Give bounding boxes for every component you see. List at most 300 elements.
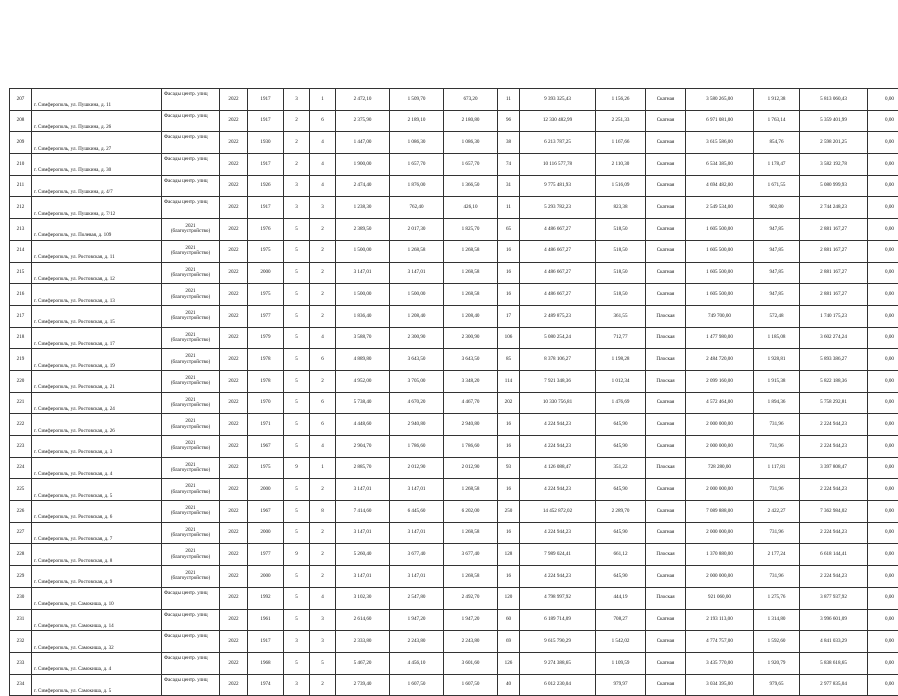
table-row [10,284,898,306]
total-cost-cell: 4 224 944,23 [520,566,596,588]
area-cell: 2 243,80 [390,631,444,653]
unit-part-cell: 1 928,81 [754,349,800,371]
build-year-cell: 2000 [248,479,284,501]
row-number-cell: 212 [10,197,32,219]
total-area-cell: 5 738,40 [336,392,390,414]
work-type-line2: (благоустройство) [162,381,219,386]
work-type-cell [162,370,220,392]
total-cost-cell: 8 378 106,27 [520,349,596,371]
unit-part-cell: 1 912,38 [754,89,800,111]
address-cell: г. Симферополь, ул. Полевая, д. 109 [32,219,162,241]
roof-type-cell: Скатная [646,197,686,219]
unit-cost-cell: 2 110,30 [596,154,646,176]
area-cell: 3 147,01 [390,262,444,284]
plan-year-cell: 2022 [220,370,248,392]
unit-cost-cell: 1 167,66 [596,132,646,154]
unit-cost-cell: 645,90 [596,436,646,458]
total-area-cell: 5 260,40 [336,544,390,566]
remainder-cell: 0,00 [868,284,898,306]
entrances-cell: 6 [310,110,336,132]
total-cost-cell: 4 224 944,23 [520,414,596,436]
address-cell: г. Симферополь, ул. Ростовская, д. 24 [32,392,162,414]
residents-cell: 16 [498,284,520,306]
area-cell: 1 607,50 [390,674,444,696]
residential-area-cell: 1 947,20 [444,609,498,631]
entrances-cell: 2 [310,479,336,501]
total-area-cell: 2 472,10 [336,89,390,111]
entrances-cell: 8 [310,501,336,523]
work-type-cell [162,284,220,306]
total-cost-cell: 9 393 325,43 [520,89,596,111]
build-year-cell: 1926 [248,175,284,197]
row-number-cell: 222 [10,414,32,436]
total-area-cell: 3 147,01 [336,566,390,588]
residents-cell: 202 [498,392,520,414]
cost-part2-cell: 2 977 835,04 [800,674,868,696]
floors-cell: 5 [284,219,310,241]
residential-area-cell: 1 366,50 [444,175,498,197]
residential-area-cell: 673,20 [444,89,498,111]
unit-cost-cell: 979,97 [596,674,646,696]
work-type-cell [162,219,220,241]
total-cost-cell: 9 615 790,29 [520,631,596,653]
floors-cell: 2 [284,110,310,132]
build-year-cell: 1979 [248,327,284,349]
total-area-cell: 2 739,40 [336,674,390,696]
table-row [10,392,898,414]
work-type-line1: 2021 [162,528,219,533]
entrances-cell: 2 [310,674,336,696]
total-cost-cell: 4 486 667,27 [520,219,596,241]
total-cost-cell: 6 189 714,09 [520,609,596,631]
unit-part-cell: 947,85 [754,240,800,262]
cost-part1-cell: 2 000 000,00 [686,414,754,436]
area-cell: 3 677,40 [390,544,444,566]
work-type-cell [162,652,220,674]
residents-cell: 16 [498,566,520,588]
build-year-cell: 1917 [248,154,284,176]
residential-area-cell: 2 012,90 [444,457,498,479]
unit-cost-cell: 645,90 [596,414,646,436]
floors-cell: 5 [284,609,310,631]
unit-cost-cell: 645,90 [596,479,646,501]
unit-part-cell: 1 763,14 [754,110,800,132]
row-number-cell: 209 [10,132,32,154]
work-type-line1: 2021 [162,506,219,511]
roof-type-cell: Скатная [646,262,686,284]
total-area-cell: 3 102,30 [336,587,390,609]
plan-year-cell: 2022 [220,132,248,154]
address-cell: г. Симферополь, ул. Ростовская, д. 21 [32,370,162,392]
plan-year-cell: 2022 [220,609,248,631]
plan-year-cell: 2022 [220,566,248,588]
entrances-cell: 6 [310,414,336,436]
residential-area-cell: 1 657,70 [444,154,498,176]
cost-part2-cell: 5 893 386,27 [800,349,868,371]
entrances-cell: 4 [310,327,336,349]
entrances-cell: 5 [310,652,336,674]
residents-cell: 93 [498,457,520,479]
residents-cell: 40 [498,674,520,696]
table-row [10,522,898,544]
work-type-line1: 2021 [162,571,219,576]
unit-part-cell: 979,65 [754,674,800,696]
cost-part2-cell: 2 744 248,23 [800,197,868,219]
total-cost-cell: 4 224 944,23 [520,479,596,501]
entrances-cell: 2 [310,544,336,566]
work-type-line2: (благоустройство) [162,251,219,256]
build-year-cell: 1977 [248,305,284,327]
cost-part1-cell: 2 549 534,00 [686,197,754,219]
total-area-cell: 5 467,20 [336,652,390,674]
work-type-line1: 2021 [162,268,219,273]
build-year-cell: 1978 [248,370,284,392]
work-type-line1: Фасады центр. улиц [162,656,219,661]
roof-type-cell: Скатная [646,219,686,241]
row-number-cell: 223 [10,436,32,458]
entrances-cell: 2 [310,284,336,306]
unit-cost-cell: 518,50 [596,240,646,262]
total-area-cell: 2 333,80 [336,631,390,653]
build-year-cell: 1967 [248,436,284,458]
cost-part1-cell: 2 000 000,00 [686,522,754,544]
table-row [10,436,898,458]
entrances-cell: 4 [310,436,336,458]
residents-cell: 17 [498,305,520,327]
roof-type-cell: Скатная [646,414,686,436]
address-cell: г. Симферополь, ул. Ростовская, д. 13 [32,284,162,306]
work-type-line2: (благоустройство) [162,490,219,495]
total-cost-cell: 4 224 944,23 [520,436,596,458]
area-cell: 762,40 [390,197,444,219]
residents-cell: 85 [498,349,520,371]
area-cell: 3 147,01 [390,522,444,544]
total-cost-cell: 9 775 481,93 [520,175,596,197]
unit-part-cell: 2 422,27 [754,501,800,523]
residents-cell: 114 [498,370,520,392]
area-cell: 1 208,40 [390,305,444,327]
floors-cell: 2 [284,154,310,176]
row-number-cell: 207 [10,89,32,111]
floors-cell: 5 [284,414,310,436]
roof-type-cell: Скатная [646,652,686,674]
total-area-cell: 2 375,90 [336,110,390,132]
unit-part-cell: 947,85 [754,262,800,284]
address-cell: г. Симферополь, ул. Пушкина, д. 7/12 [32,197,162,219]
row-number-cell: 233 [10,652,32,674]
floors-cell: 5 [284,501,310,523]
residents-cell: 128 [498,544,520,566]
cost-part2-cell: 1 740 175,23 [800,305,868,327]
row-number-cell: 228 [10,544,32,566]
area-cell: 3 643,50 [390,349,444,371]
cost-part2-cell: 3 582 192,78 [800,154,868,176]
cost-part2-cell: 2 881 167,27 [800,284,868,306]
cost-part2-cell: 2 224 944,23 [800,436,868,458]
remainder-cell: 0,00 [868,305,898,327]
unit-part-cell: 947,85 [754,284,800,306]
build-year-cell: 1970 [248,392,284,414]
build-year-cell: 2000 [248,262,284,284]
roof-type-cell: Скатная [646,284,686,306]
address-cell: г. Симферополь, ул. Ростовская, д. 26 [32,414,162,436]
floors-cell: 5 [284,370,310,392]
unit-part-cell: 947,85 [754,219,800,241]
plan-year-cell: 2022 [220,240,248,262]
remainder-cell: 0,00 [868,175,898,197]
work-type-cell [162,674,220,696]
total-cost-cell: 12 330 482,99 [520,110,596,132]
unit-part-cell: 1 314,80 [754,609,800,631]
plan-year-cell: 2022 [220,175,248,197]
build-year-cell: 1978 [248,349,284,371]
unit-cost-cell: 2 251,33 [596,110,646,132]
work-type-line2: (благоустройство) [162,295,219,300]
address-cell: г. Симферополь, ул. Ростовская, д. 12 [32,262,162,284]
residents-cell: 65 [498,219,520,241]
cost-part2-cell: 3 397 808,47 [800,457,868,479]
entrances-cell: 1 [310,89,336,111]
remainder-cell: 0,00 [868,154,898,176]
work-type-cell [162,327,220,349]
unit-part-cell: 1 592,60 [754,631,800,653]
unit-cost-cell: 2 289,70 [596,501,646,523]
remainder-cell: 0,00 [868,674,898,696]
remainder-cell: 0,00 [868,240,898,262]
unit-part-cell: 731,96 [754,436,800,458]
entrances-cell: 4 [310,154,336,176]
unit-cost-cell: 351,22 [596,457,646,479]
unit-cost-cell: 1 012,34 [596,370,646,392]
cost-part1-cell: 6 534 385,00 [686,154,754,176]
area-cell: 1 509,70 [390,89,444,111]
cost-part1-cell: 4 694 482,00 [686,175,754,197]
plan-year-cell: 2022 [220,631,248,653]
total-area-cell: 1 447,00 [336,132,390,154]
cost-part1-cell: 6 971 081,00 [686,110,754,132]
floors-cell: 5 [284,522,310,544]
residents-cell: 31 [498,175,520,197]
total-cost-cell: 4 486 667,27 [520,240,596,262]
plan-year-cell: 2022 [220,501,248,523]
address-cell: г. Симферополь, ул. Ростовская, д. 15 [32,305,162,327]
area-cell: 2 300,90 [390,327,444,349]
total-area-cell: 1 900,00 [336,154,390,176]
work-type-line1: Фасады центр. улиц [162,157,219,162]
plan-year-cell: 2022 [220,154,248,176]
address-cell: г. Симферополь, ул. Самокиша, д. 10 [32,587,162,609]
table-row [10,175,898,197]
table-row [10,652,898,674]
work-type-cell [162,587,220,609]
table-row [10,110,898,132]
build-year-cell: 1975 [248,284,284,306]
remainder-cell: 0,00 [868,414,898,436]
area-cell: 3 147,01 [390,566,444,588]
cost-part1-cell: 4 774 757,00 [686,631,754,653]
roof-type-cell: Скатная [646,392,686,414]
build-year-cell: 1930 [248,132,284,154]
work-type-cell [162,240,220,262]
table-row [10,132,898,154]
build-year-cell: 1917 [248,197,284,219]
floors-cell: 5 [284,305,310,327]
table-row [10,631,898,653]
roof-type-cell: Скатная [646,240,686,262]
entrances-cell: 2 [310,262,336,284]
total-area-cell: 2 885,70 [336,457,390,479]
floors-cell: 5 [284,349,310,371]
roof-type-cell: Скатная [646,175,686,197]
work-type-line2: (благоустройство) [162,403,219,408]
unit-part-cell: 1 894,36 [754,392,800,414]
address-cell: г. Симферополь, ул. Самокиша, д. 14 [32,609,162,631]
floors-cell: 5 [284,284,310,306]
residential-area-cell: 2 300,90 [444,327,498,349]
area-cell: 1 500,00 [390,284,444,306]
unit-cost-cell: 1 156,26 [596,89,646,111]
row-number-cell: 227 [10,522,32,544]
total-cost-cell: 2 489 875,23 [520,305,596,327]
cost-part1-cell: 2 000 000,00 [686,566,754,588]
build-year-cell: 1976 [248,219,284,241]
roof-type-cell: Плоская [646,587,686,609]
area-cell: 4 670,20 [390,392,444,414]
work-type-line2: (благоустройство) [162,468,219,473]
cost-part2-cell: 2 881 167,27 [800,262,868,284]
remainder-cell: 0,00 [868,370,898,392]
cost-part2-cell: 5 822 188,36 [800,370,868,392]
plan-year-cell: 2022 [220,89,248,111]
total-area-cell: 1 836,40 [336,305,390,327]
build-year-cell: 1917 [248,89,284,111]
unit-cost-cell: 708,27 [596,609,646,631]
remainder-cell: 0,00 [868,566,898,588]
residential-area-cell: 2 492,70 [444,587,498,609]
total-area-cell: 2 614,60 [336,609,390,631]
build-year-cell: 1975 [248,457,284,479]
unit-cost-cell: 1 198,28 [596,349,646,371]
residential-area-cell: 3 348,20 [444,370,498,392]
residential-area-cell: 1 268,58 [444,240,498,262]
work-type-line2: (благоустройство) [162,446,219,451]
remainder-cell: 0,00 [868,219,898,241]
remainder-cell: 0,00 [868,631,898,653]
build-year-cell: 2000 [248,522,284,544]
residents-cell: 96 [498,110,520,132]
build-year-cell: 1974 [248,674,284,696]
plan-year-cell: 2022 [220,457,248,479]
floors-cell: 3 [284,631,310,653]
floors-cell: 3 [284,89,310,111]
unit-cost-cell: 645,90 [596,522,646,544]
remainder-cell: 0,00 [868,479,898,501]
work-type-line1: Фасады центр. улиц [162,114,219,119]
build-year-cell: 1967 [248,501,284,523]
residential-area-cell: 1 268,58 [444,479,498,501]
build-year-cell: 1917 [248,110,284,132]
area-cell: 4 456,10 [390,652,444,674]
row-number-cell: 224 [10,457,32,479]
work-type-cell [162,457,220,479]
work-type-line1: 2021 [162,333,219,338]
unit-part-cell: 731,96 [754,479,800,501]
cost-part1-cell: 2 000 000,00 [686,479,754,501]
remainder-cell: 0,00 [868,132,898,154]
residential-area-cell: 1 786,60 [444,436,498,458]
table-row [10,327,898,349]
unit-cost-cell: 661,12 [596,544,646,566]
work-type-cell [162,501,220,523]
address-cell: г. Симферополь, ул. Ростовская, д. 7 [32,522,162,544]
plan-year-cell: 2022 [220,197,248,219]
work-type-line1: 2021 [162,354,219,359]
work-type-line1: 2021 [162,289,219,294]
table-row [10,240,898,262]
entrances-cell: 2 [310,370,336,392]
unit-part-cell: 731,96 [754,522,800,544]
total-cost-cell: 5 080 254,24 [520,327,596,349]
row-number-cell: 211 [10,175,32,197]
cost-part2-cell: 2 224 944,23 [800,566,868,588]
residents-cell: 16 [498,240,520,262]
floors-cell: 5 [284,392,310,414]
remainder-cell: 0,00 [868,609,898,631]
work-type-cell [162,631,220,653]
floors-cell: 5 [284,479,310,501]
remainder-cell: 0,00 [868,501,898,523]
work-type-line2: (благоустройство) [162,533,219,538]
work-type-cell [162,436,220,458]
row-number-cell: 208 [10,110,32,132]
address-cell: г. Симферополь, ул. Самокиша, д. 32 [32,631,162,653]
total-cost-cell: 4 126 088,47 [520,457,596,479]
unit-part-cell: 854,76 [754,132,800,154]
table-row [10,479,898,501]
unit-cost-cell: 1 476,69 [596,392,646,414]
address-cell: г. Симферополь, ул. Пушкина, д. 11 [32,89,162,111]
remainder-cell: 0,00 [868,544,898,566]
build-year-cell: 1971 [248,414,284,436]
row-number-cell: 218 [10,327,32,349]
build-year-cell: 1992 [248,587,284,609]
table-row [10,262,898,284]
work-type-line1: Фасады центр. улиц [162,613,219,618]
residents-cell: 16 [498,479,520,501]
total-cost-cell: 4 486 667,27 [520,284,596,306]
residents-cell: 11 [498,197,520,219]
work-type-cell [162,566,220,588]
work-type-line1: Фасады центр. улиц [162,200,219,205]
housing-register-table [9,88,898,696]
floors-cell: 5 [284,327,310,349]
floors-cell: 9 [284,457,310,479]
row-number-cell: 221 [10,392,32,414]
work-type-cell [162,609,220,631]
work-type-cell [162,479,220,501]
work-type-line1: 2021 [162,419,219,424]
row-number-cell: 232 [10,631,32,653]
total-cost-cell: 7 921 348,36 [520,370,596,392]
address-cell: г. Симферополь, ул. Ростовская, д. 4 [32,457,162,479]
cost-part1-cell: 1 605 500,00 [686,284,754,306]
residents-cell: 106 [498,327,520,349]
cost-part1-cell: 2 484 720,00 [686,349,754,371]
row-number-cell: 210 [10,154,32,176]
work-type-line1: 2021 [162,484,219,489]
residential-area-cell: 1 825,70 [444,219,498,241]
area-cell: 1 786,60 [390,436,444,458]
